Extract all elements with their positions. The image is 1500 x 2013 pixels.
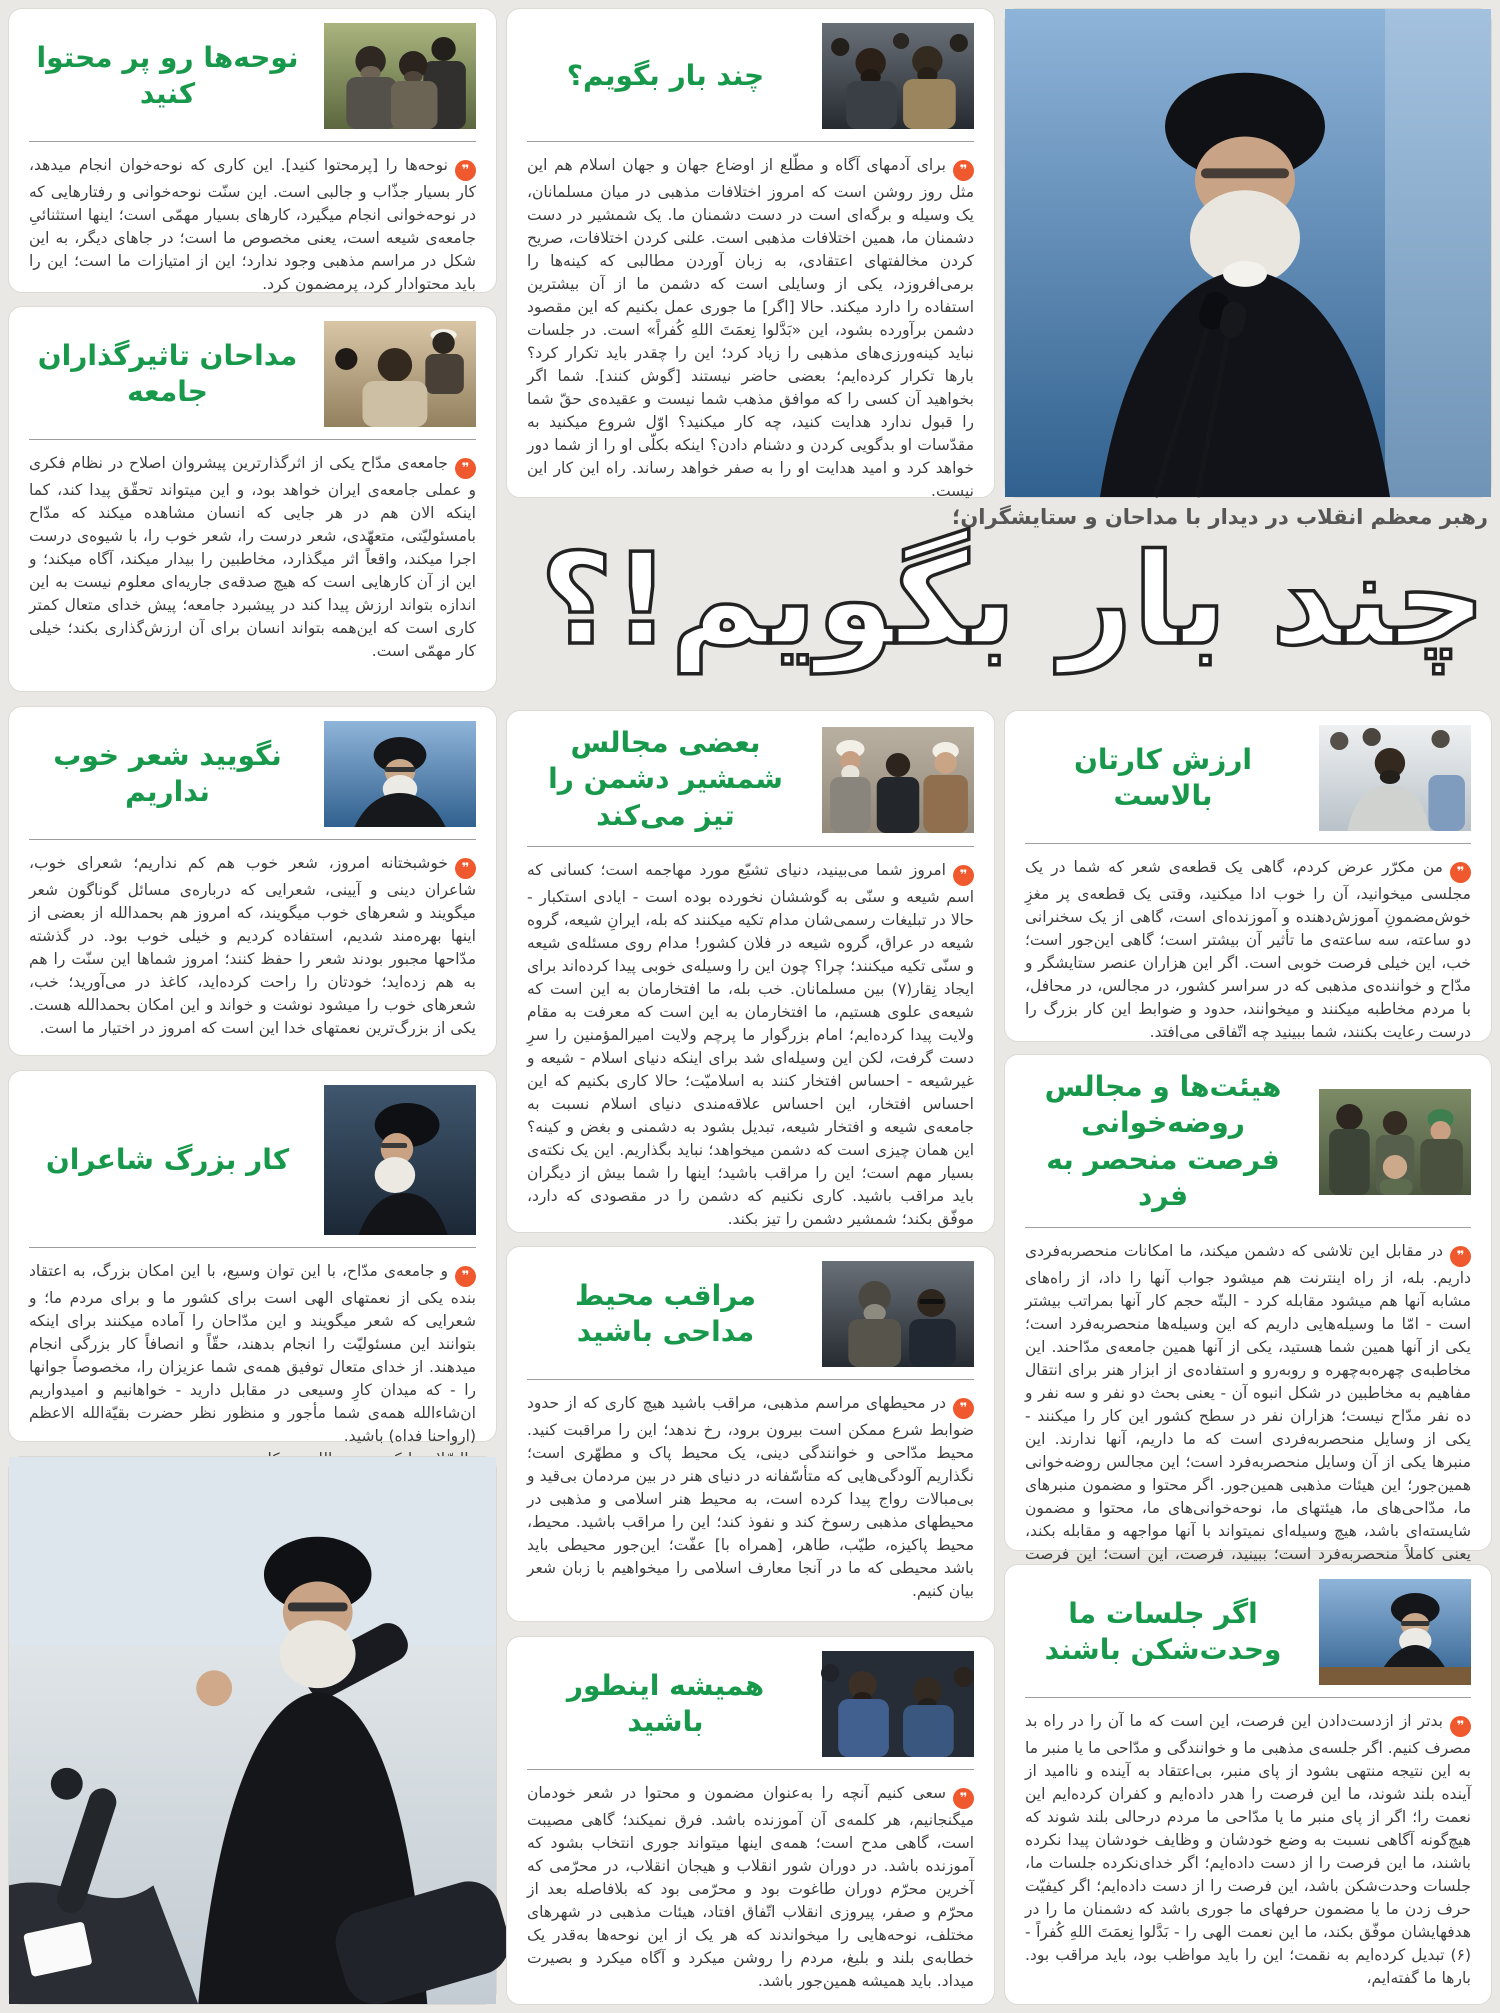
quote-icon: ❞ xyxy=(953,1398,974,1419)
card-body xyxy=(527,859,974,1231)
card-body-text: امروز شما می‌بینید، دنیای تشیّع مورد مهاجمه است؛ کسانی که اسم شیعه و سنّی به گوششان نخورده بوده است - ایادی استکبار - حالا در تبلیغات رسمی‌شان مدام تکیه میکنند که بله، ایرانِ شیعه، گروه شیعه در عراق، گروه شیعه در فلان کشور! مدام روی مسئله‌ی شیعه و سنّی تکیه میکنند؛ چرا؟ چون این را وسیله‌ی خوبی پیدا کرده‌اند برای ایجاد نِقار(۷) بین مسلمانان. خب بله، ما افتخارمان به این است که شیعه‌ی علوی هستیم، ما افتخارمان به این است که معرفت به مقام ولایت پیدا کرده‌ایم؛ امام بزرگوار ما پرچم ولایت امیرالمؤمنین را سرِ دست گرفت، لکن این وسیله‌ای شد برای اینکه دنیای اسلام - شیعه و غیرشیعه - احساس افتخار کنند به اسلامیّت؛ حالا کاری بکنیم که این احساس افتخار، این احساس علاقه‌مندی دنیای اسلام نسبت به جامعه‌ی شیعه و افتخار شیعه، تبدیل بشود به دشمنی و بغض و کینه؟ این همان چیزی است که دشمن میخواهد؛ نباید بگذاریم. این یک نکته‌ی بسیار مهم است؛ این را مراقب باشید؛ اینها را شما بیش از دیگران باید مراقب باشید. کاری نکنیم که دشمن را در مقصودی که دارد، موفّق بکند؛ شمشیر دشمن را تیز بکند. xyxy=(527,861,974,1229)
card-title: نگویید شعر خوب نداریم xyxy=(53,738,282,808)
quote-icon: ❞ xyxy=(953,865,974,886)
card-how-many-times xyxy=(506,8,995,498)
card-header xyxy=(29,721,476,827)
card-your-work-is-valuable xyxy=(1004,710,1492,1042)
title-divider xyxy=(527,846,974,847)
card-title: ارزش کارتان بالاست xyxy=(1073,742,1253,812)
card-body-text: نوحه‌ها را [پرمحتوا کنید]. این کاری که نوحه‌خوان انجام میدهد، کار بسیار جذّاب و جالبی است. این سنّت نوحه‌خوانی و رفتارهایی که در نوحه‌خوانی انجام میگیرد، کارهای بسیار مهمّی است؛ اینها استثنائیِ جامعه‌ی شیعه است، یعنی مخصوص ما است؛ در جاهای دیگر، به این شکل در مراسم مذهبی وجود ندارد؛ این از امتیازات ما است؛ این را باید محتوادار کرد، پرمضمون کرد. xyxy=(29,156,476,293)
card-header xyxy=(527,1261,974,1367)
quote-icon: ❞ xyxy=(455,858,476,879)
card-header xyxy=(1025,1579,1471,1685)
photo-leader-portrait-blue xyxy=(324,721,476,827)
card-body-text: من مکرّر عرض کردم، گاهی یک قطعه‌ی شعر که شما در یک مجلسی میخوانید، آن را خوب ادا میکنید، وقتی یک قطعه‌ی پر مغزِ خوش‌مضمونِ آموزش‌دهنده و آموزنده‌ای است، گاهی از یک سخنرانی دو ساعته، سه ساعته‌ی ما تأثیر آن بیشتر است؛ گاهی این‌جور است؛ خب، این خیلی فرصت خوبی است. اگر این هزاران عنصر ستایشگر و مدّاح و خواننده‌ی مذهبی که در سراسر کشور، در مجالس، در محافل، با مردم مخاطبه میکنند و میخوانند، حدود و ضوابط این کار بزرگ را درست رعایت بکنند، شما ببینید چه اتّفاقی می‌افتد. xyxy=(1025,858,1471,1041)
photo-audience-of-eulogists xyxy=(324,23,476,129)
photo-audience-with-child xyxy=(1319,1089,1471,1195)
card-body xyxy=(29,852,476,1040)
card-header xyxy=(527,23,974,129)
card-make-nohes-rich xyxy=(8,8,497,293)
card-body xyxy=(527,1782,974,1993)
title-divider xyxy=(1025,1697,1471,1698)
card-body xyxy=(29,154,476,296)
card-header xyxy=(29,23,476,129)
card-title: چند بار بگویم؟ xyxy=(566,58,765,92)
card-body-text: جامعه‌ی مدّاح یکی از اثرگذارترین پیشروان اصلاح در نظام فکری و عملی جامعه‌ی ایران خواهد بود، و این میتواند تحقّق پیدا کند، کما اینکه الان هم در هر جایی که انسان مشاهده میکند که مدّاح بامسئولیّتی، متعهّدی، شعر درست را، شعر خوب را، با شیوه‌ی درست اجرا میکند، واقعاً اثر میگذارد، مخاطبین را بیدار میکند، آگاه میکند؛ و این از آن کارهایی است که هیچ صدقه‌ی جاریه‌ای معلوم نیست به این اندازه بتواند ارزش پیدا کند در پیشبرد جامعه؛ پیش خدای متعال کمتر کاری است که این‌همه بتواند انسان برای آن ارزش‌گذاری بکند؛ خیلی کار مهمّی است. xyxy=(29,454,476,660)
card-title: همیشه اینطور باشید xyxy=(566,1668,765,1738)
quote-icon: ❞ xyxy=(455,1266,476,1287)
quote-icon: ❞ xyxy=(455,160,476,181)
title-divider xyxy=(527,1379,974,1380)
card-title: اگر جلسات ما وحدت‌شکن باشند xyxy=(1044,1596,1282,1666)
card-body xyxy=(29,452,476,663)
card-some-gatherings-sharpen-enemy-sword xyxy=(506,710,995,1233)
card-body-text: در مقابل این تلاشی که دشمن میکند، ما امکانات منحصربه‌فردی داریم. بله، از راه اینترنت هم میشود جواب آنها را داد، از راه‌های مشابه آنها هم میشود مقابله کرد - البتّه حجم کار آنها بمراتب بیشتر است - امّا ما وسیله‌هایی داریم که این وسیله‌ها منحصربه‌فرد است؛ یکی از آنها همین شما هستید، یکی از آنها همین جامعه‌ی مدّاحند. این مخاطبه‌ی چهره‌به‌چهره و روبه‌رو و استفاده‌ی از ابزار هنر برای انتقال مفاهیم به مخاطبین در شکل انبوه آن - یعنی بحث دو نفر و سه نفر و ده نفر مدّاح نیست؛ هزاران نفر در سطح کشور این کار را میکنند - یکی از وسایل منحصربه‌فردی است که ما داریم، آنها ندارند. این منبرها یکی از آن وسایل منحصربه‌فرد است؛ این مجالس روضه‌خوانی همین‌جور؛ این هیئات مذهبی همین‌جور. اگر محتوا و مضمون منبرهای ما، مدّاحی‌های ما، هیئتهای ما، نوحه‌خوانی‌های ما، محتوا و مضمون شایسته‌ای باشد، هیچ وسیله‌ای نمیتواند با آنها مواجهه و مقابله بکند، یعنی کاملاً منحصربه‌فرد است؛ ببینید، فرصت، این است؛ این فرصت xyxy=(1025,1241,1471,1563)
card-header xyxy=(1025,1069,1471,1215)
card-title: نوحه‌ها رو پر محتوا کنید xyxy=(36,40,299,110)
card-body-text: خوشبختانه امروز، شعر خوب هم کم نداریم؛ شعرای خوب، شاعران دینی و آیینی، شعرایی که درباره‌ی مسائل گوناگون شعر میگویند و شعرهای خوب میگویند، که امروز هم بحمدالله از بعضی از اینها بهره‌مند شدیم، استفاده کردیم و خیلی خوب بود. در گذشته مدّاحها مجبور بودند شعر را حفظ کنند؛ امروز شماها این سنّت را هم به هم زده‌اید؛ خودتان را راحت کرده‌اید، کاغذ در می‌آورید؛ خب، شعرهای خوب را میشود نوشت و خواند و این امکان بحمدالله هست. یکی از بزرگ‌ترین نعمتهای خدا این است که امروز در اختیار ما است. xyxy=(29,854,476,1037)
card-great-work-of-poets xyxy=(8,1070,497,1445)
title-divider xyxy=(29,439,476,440)
photo-attendees-in-blue-suits xyxy=(822,1651,974,1757)
photo-leader-at-microphones xyxy=(1004,8,1492,498)
card-body xyxy=(1025,1240,1471,1589)
card-body xyxy=(29,1260,476,1471)
card-header xyxy=(527,1651,974,1757)
card-dont-say-no-good-poetry xyxy=(8,706,497,1056)
card-header xyxy=(29,321,476,427)
photo-leader-profile-portrait xyxy=(324,1085,476,1235)
photo-clerics-in-meeting xyxy=(822,727,974,833)
card-body xyxy=(1025,1710,1471,1990)
title-divider xyxy=(527,141,974,142)
quote-icon: ❞ xyxy=(953,1788,974,1809)
photo-attendee-seated-in-crowd xyxy=(1319,725,1471,831)
card-body-text: برای آدمهای آگاه و مطّلع از اوضاع جهان و جهان اسلام هم این مثل روز روشن است که امروز اختلافات مذهبی در میان مسلمانان، یک وسیله و برگه‌ای است در دست دشمنان ما. یک شمشیر در دست دشمنان ما، همین اختلافات مذهبی است. علنی کردن اختلافات، صریح کردن مخالفتهای اعتقادی، به زبان آوردن مطالبی که کینه‌ها را برمی‌افروزد، یکی از وسایلی است که دشمن ما از آن بیشترین استفاده را دارد میکند. حالا [اگر] ما جوری عمل بکنیم که این مقصود دشمن برآورده بشود، این «بَدَّلوا نِعمَتَ اللهِ کُفراً» است. در جلسات نباید کینه‌ورزی‌های مذهبی را زیاد کرد؛ این را چقدر باید تکرار کرد؟ بارها تکرار کرده‌ایم؛ بعضی حاضر نیستند [گوش کنند]. شما اگر بخواهید آن کسی را که موافق مذهب شما نیست و عقیده‌ی حقّ شما را قبول ندارد هدایت کنید، چه کار میکنید؟ اوّل شروع میکنید به مقدّسات او بدگویی کردن و دشنام دادن؟ اینکه بکلّی او را از شما دور خواهد کرد و امید هدایت او را به صفر خواهد رساند. راه این کار این نیست. xyxy=(527,156,974,500)
card-body-text: بدتر از ازدست‌دادن این فرصت، این است که ما آن را در راه بد مصرف کنیم. اگر جلسه‌ی مذهبی ما و خوانندگی و مدّاحی ما یا منبر ما به این نتیجه منتهی بشود از پای منبر، بی‌اعتقاد به آینده و ناامید از آینده بلند شوند، ما این فرصت را هدر داده‌ایم و کفران کرده‌ایم این نعمت را؛ اگر از پای منبر ما یا مدّاحی ما مردم درحالی بلند شوند که هیچ‌گونه آگاهی نسبت به وضع خودشان و وظایف خودشان پیدا نکرده باشند، ما این فرصت را از دست داده‌ایم؛ اگر خدای‌نکرده جلسات ما، جلسات وحدت‌شکن باشد، این فرصت را از دست داده‌ایم؛ اگر کیفیّت حرف زدن ما یا مضمون حرفهای ما جوری باشد که دشمنان ما را در هدفهایشان موفّق بکند، ما این نعمت الهی را - بَدَّلوا نِعمَتَ اللهِ کُفراً - (۶) تبدیل کرده‌ایم به نقمت؛ این را باید مواظب بود، باید مراقب بود. بارها ما گفته‌ایم، xyxy=(1025,1712,1471,1987)
card-body-text: در محیطهای مراسم مذهبی، مراقب باشید هیچ کاری که از حدود ضوابط شرع ممکن است بیرون برود، رخ ندهد؛ این را مراقبت کنید. محیط مدّاحی و خوانندگی دینی، یک محیط پاک و مطهّری است؛ نگذاریم آلودگی‌هایی که متأسّفانه در دنیای هنر در بین مردمان بی‌قید و بی‌مبالات رواج پیدا کرده است، به محیط هنر اسلامی و مذهبی در محیطهای مذهبی رسوخ کند و نفوذ کند؛ این را مراقب باشید. محیط، محیط پاکیزه، طیّب، طاهر، [همراه با] عفّت؛ این‌جور محیطی باید باشد محیطی که ما در آنجا معارف اسلامی را میخواهیم با زبان شعر بیان کنیم. xyxy=(527,1394,974,1600)
card-title: کار بزرگ شاعران xyxy=(45,1142,290,1176)
card-title: بعضی مجالس شمشیر دشمن را تیز می‌کند xyxy=(548,726,783,832)
photo-maddah-in-audience xyxy=(324,321,476,427)
quote-icon: ❞ xyxy=(1450,862,1471,883)
card-heyats-unique-opportunity xyxy=(1004,1054,1492,1563)
card-header xyxy=(1025,725,1471,831)
quote-icon: ❞ xyxy=(953,160,974,181)
card-title: مداحان تاثیرگذاران جامعه xyxy=(37,338,298,408)
card-body xyxy=(1025,856,1471,1044)
quote-icon: ❞ xyxy=(455,458,476,479)
photo-two-attendees xyxy=(822,1261,974,1367)
title-divider xyxy=(29,839,476,840)
quote-icon: ❞ xyxy=(1450,1246,1471,1267)
card-maddahs-influencers xyxy=(8,306,497,692)
kicker-caption: رهبر معظم انقلاب در دیدار با مداحان و ستایشگران؛ xyxy=(951,505,1488,529)
card-watch-the-maddahi-environment xyxy=(506,1246,995,1622)
quote-icon: ❞ xyxy=(1450,1716,1471,1737)
title-divider xyxy=(1025,1227,1471,1228)
card-header xyxy=(29,1085,476,1235)
card-body xyxy=(527,154,974,503)
card-always-be-like-this xyxy=(506,1636,995,2005)
title-divider xyxy=(29,141,476,142)
card-body-text: و جامعه‌ی مدّاح، با این توان وسیع، با این امکان بزرگ، به اعتقاد بنده یکی از نعمتهای الهی است برای کشور ما و برای مردم ما؛ و شعرایی که شعر میگویند و این مدّاحان را آماده میکنند برای اینکه بتوانند این مسئولیّت را انجام بدهند، حقّاً و انصافاً کار بزرگی انجام میدهند. از خدای متعال توفیق همه‌ی شما عزیزان را، مخصوصاً جوانها را - که میدان کارِ وسیعی در مقابل دارید - خواهانیم و امیدواریم ان‌شاءالله همه‌ی شما مأجور و منظور نظر حضرت بقیّةالله الاعظم (ارواحنا فداه) باشید. xyxy=(29,1262,476,1445)
photo-audience-crowd xyxy=(822,23,974,129)
card-if-our-gatherings-break-unity xyxy=(1004,1564,1492,2005)
card-body xyxy=(527,1392,974,1603)
title-divider xyxy=(527,1769,974,1770)
card-title: مراقب محیط مداحی باشید xyxy=(574,1278,756,1348)
photo-leader-seated-blue-backdrop xyxy=(1319,1579,1471,1685)
card-header xyxy=(527,725,974,834)
card-body-text: سعی کنیم آنچه را به‌عنوان مضمون و محتوا در شعر خودمان میگنجانیم، هر کلمه‌ی آن آموزنده باشد. فرق نمیکند؛ گاهی مصیبت است، گاهی مدح است؛ همه‌ی اینها میتواند جوری انتخاب بشود که آموزنده باشد. در دوران شور انقلاب و هیجان انقلاب، در محرّمی که آخرین محرّم دوران طاغوت بود و محرّمی بود که بلافاصله بعد از محرّم و صفر، پیروزی انقلاب اتّفاق افتاد، هیئات مذهبی در شهرهای مختلف، نوحه‌هایی را میخواندند که هر یک از این نوحه‌ها به‌قدر یک خطابه‌ی بلند و بلیغ، مردم را روشن میکرد و آگاه میکرد و بصیرت میداد. باید همیشه همین‌جور باشد. xyxy=(527,1784,974,1990)
title-divider xyxy=(29,1247,476,1248)
headline-calligraphy: چند بار بگویم!؟ xyxy=(539,526,1486,673)
photo-leader-greeting-crowd xyxy=(8,1456,497,2005)
title-divider xyxy=(1025,843,1471,844)
card-title: هیئت‌ها و مجالس روضه‌خوانی فرصت منحصر به فرد xyxy=(1044,1070,1282,1213)
